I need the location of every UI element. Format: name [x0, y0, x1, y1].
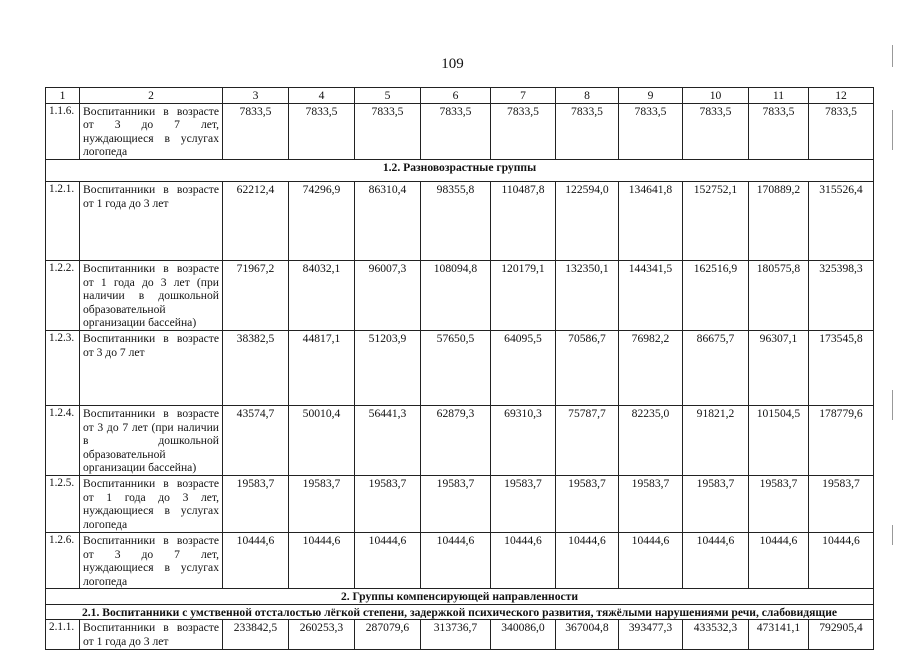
- value-cell: 132350,1: [556, 260, 619, 330]
- column-header-row: [46, 88, 874, 104]
- row-description: Воспитанники в возрасте от 3 до 7 лет, нуждающиеся в услугах логопеда: [80, 532, 223, 588]
- column-header: 2: [80, 88, 223, 104]
- value-cell: 340086,0: [491, 620, 556, 650]
- value-cell: 10444,6: [556, 532, 619, 588]
- value-cell: 51203,9: [355, 330, 421, 405]
- table-row: [46, 620, 874, 650]
- column-header: 3: [223, 88, 289, 104]
- value-cell: 393477,3: [619, 620, 683, 650]
- value-cell: 19583,7: [683, 475, 749, 532]
- table-row: [46, 181, 874, 260]
- row-number: 1.2.6.: [46, 532, 80, 588]
- value-cell: 86310,4: [355, 181, 421, 260]
- value-cell: 7833,5: [355, 103, 421, 159]
- value-cell: 74296,9: [289, 181, 355, 260]
- page-number: 109: [441, 56, 464, 72]
- column-header: 10: [683, 88, 749, 104]
- value-cell: 62212,4: [223, 181, 289, 260]
- column-header: 4: [289, 88, 355, 104]
- row-description: Воспитанники в возрасте от 3 до 7 лет, нуждающиеся в услугах логопеда: [80, 103, 223, 159]
- row-description: Воспитанники в возрасте от 3 до 7 лет (при наличии в дошкольной образовательной организации бассейна): [80, 405, 223, 475]
- value-cell: 44817,1: [289, 330, 355, 405]
- value-cell: 19583,7: [355, 475, 421, 532]
- value-cell: 287079,6: [355, 620, 421, 650]
- table-row: [46, 103, 874, 159]
- row-description: Воспитанники в возрасте от 1 года до 3 лет: [80, 620, 223, 650]
- value-cell: 792905,4: [809, 620, 874, 650]
- value-cell: 10444,6: [749, 532, 809, 588]
- row-number: 2.1.1.: [46, 620, 80, 650]
- value-cell: 233842,5: [223, 620, 289, 650]
- section-row: [46, 589, 874, 605]
- value-cell: 433532,3: [683, 620, 749, 650]
- section-title: 2. Группы компенсирующей направленности: [46, 589, 874, 605]
- column-header: 9: [619, 88, 683, 104]
- row-description: Воспитанники в возрасте от 1 года до 3 лет (при наличии в дошкольной образовательной организации бассейна): [80, 260, 223, 330]
- value-cell: 19583,7: [619, 475, 683, 532]
- column-header: 6: [421, 88, 491, 104]
- scan-mark: [892, 525, 893, 545]
- value-cell: 10444,6: [223, 532, 289, 588]
- column-header: 8: [556, 88, 619, 104]
- value-cell: 7833,5: [683, 103, 749, 159]
- value-cell: 57650,5: [421, 330, 491, 405]
- value-cell: 19583,7: [556, 475, 619, 532]
- value-cell: 96007,3: [355, 260, 421, 330]
- value-cell: 170889,2: [749, 181, 809, 260]
- row-number: 1.2.5.: [46, 475, 80, 532]
- row-number: 1.2.2.: [46, 260, 80, 330]
- value-cell: 71967,2: [223, 260, 289, 330]
- value-cell: 144341,5: [619, 260, 683, 330]
- value-cell: 91821,2: [683, 405, 749, 475]
- scan-mark: [892, 390, 893, 420]
- value-cell: 86675,7: [683, 330, 749, 405]
- column-header: 11: [749, 88, 809, 104]
- value-cell: 98355,8: [421, 181, 491, 260]
- value-cell: 10444,6: [491, 532, 556, 588]
- value-cell: 110487,8: [491, 181, 556, 260]
- row-number: 1.2.3.: [46, 330, 80, 405]
- table-row: [46, 260, 874, 330]
- value-cell: 19583,7: [289, 475, 355, 532]
- value-cell: 7833,5: [491, 103, 556, 159]
- table-row: [46, 475, 874, 532]
- row-description: Воспитанники в возрасте от 1 года до 3 лет, нуждающиеся в услугах логопеда: [80, 475, 223, 532]
- row-number: 1.1.6.: [46, 103, 80, 159]
- scan-mark: [892, 110, 893, 150]
- row-description: Воспитанники в возрасте от 1 года до 3 лет: [80, 181, 223, 260]
- value-cell: 473141,1: [749, 620, 809, 650]
- value-cell: 7833,5: [223, 103, 289, 159]
- value-cell: 10444,6: [355, 532, 421, 588]
- value-cell: 62879,3: [421, 405, 491, 475]
- value-cell: 101504,5: [749, 405, 809, 475]
- value-cell: 70586,7: [556, 330, 619, 405]
- value-cell: 82235,0: [619, 405, 683, 475]
- value-cell: 84032,1: [289, 260, 355, 330]
- value-cell: 69310,3: [491, 405, 556, 475]
- value-cell: 7833,5: [809, 103, 874, 159]
- value-cell: 75787,7: [556, 405, 619, 475]
- value-cell: 64095,5: [491, 330, 556, 405]
- value-cell: 108094,8: [421, 260, 491, 330]
- value-cell: 7833,5: [619, 103, 683, 159]
- tariff-table: [45, 87, 874, 650]
- value-cell: 7833,5: [556, 103, 619, 159]
- row-number: 1.2.1.: [46, 181, 80, 260]
- value-cell: 19583,7: [421, 475, 491, 532]
- row-description: Воспитанники в возрасте от 3 до 7 лет: [80, 330, 223, 405]
- value-cell: 180575,8: [749, 260, 809, 330]
- value-cell: 10444,6: [809, 532, 874, 588]
- table-row: [46, 405, 874, 475]
- value-cell: 38382,5: [223, 330, 289, 405]
- value-cell: 19583,7: [491, 475, 556, 532]
- value-cell: 313736,7: [421, 620, 491, 650]
- column-header: 7: [491, 88, 556, 104]
- section-title: 2.1. Воспитанники с умственной отсталостью лёгкой степени, задержкой психического развития, тяжёлыми нарушениями речи, слабовидящие: [46, 604, 874, 620]
- value-cell: 7833,5: [749, 103, 809, 159]
- column-header: 12: [809, 88, 874, 104]
- value-cell: 162516,9: [683, 260, 749, 330]
- value-cell: 10444,6: [619, 532, 683, 588]
- value-cell: 122594,0: [556, 181, 619, 260]
- value-cell: 19583,7: [809, 475, 874, 532]
- value-cell: 134641,8: [619, 181, 683, 260]
- value-cell: 120179,1: [491, 260, 556, 330]
- section-row: [46, 604, 874, 620]
- value-cell: 315526,4: [809, 181, 874, 260]
- value-cell: 10444,6: [683, 532, 749, 588]
- row-number: 1.2.4.: [46, 405, 80, 475]
- value-cell: 50010,4: [289, 405, 355, 475]
- value-cell: 76982,2: [619, 330, 683, 405]
- value-cell: 178779,6: [809, 405, 874, 475]
- value-cell: 260253,3: [289, 620, 355, 650]
- scan-mark: [892, 45, 893, 67]
- value-cell: 7833,5: [421, 103, 491, 159]
- value-cell: 10444,6: [421, 532, 491, 588]
- value-cell: 10444,6: [289, 532, 355, 588]
- table-row: [46, 330, 874, 405]
- value-cell: 96307,1: [749, 330, 809, 405]
- section-row: [46, 159, 874, 181]
- table-row: [46, 532, 874, 588]
- column-header: 5: [355, 88, 421, 104]
- value-cell: 19583,7: [749, 475, 809, 532]
- value-cell: 173545,8: [809, 330, 874, 405]
- value-cell: 152752,1: [683, 181, 749, 260]
- value-cell: 367004,8: [556, 620, 619, 650]
- section-title: 1.2. Разновозрастные группы: [46, 159, 874, 181]
- column-header: 1: [46, 88, 80, 104]
- value-cell: 325398,3: [809, 260, 874, 330]
- value-cell: 7833,5: [289, 103, 355, 159]
- value-cell: 43574,7: [223, 405, 289, 475]
- value-cell: 19583,7: [223, 475, 289, 532]
- value-cell: 56441,3: [355, 405, 421, 475]
